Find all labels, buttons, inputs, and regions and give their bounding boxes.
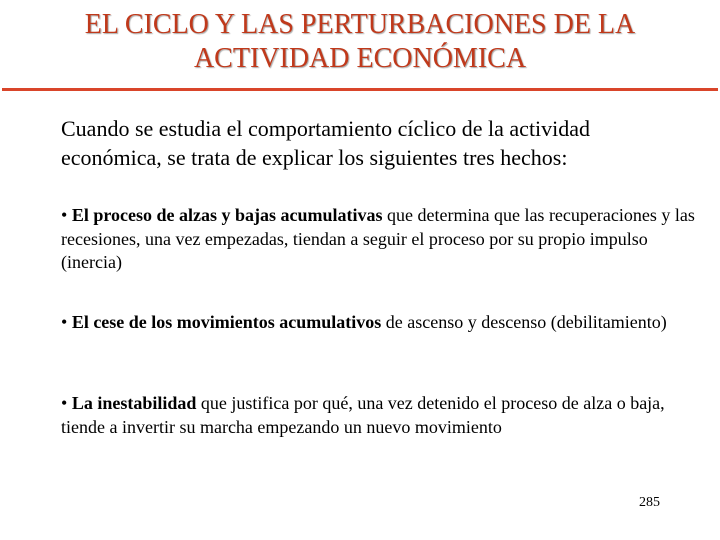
bullet-item-1 bbox=[61, 204, 701, 275]
bullet-1-bold: El proceso de alzas y bajas acumulativas bbox=[71, 205, 383, 225]
bullet-2-text: de ascenso y descenso (debilitamiento) bbox=[381, 312, 667, 332]
bullet-1-text: que determina que las recuperaciones y las recesiones, una vez empezadas, tiendan a seguir el proceso por su propio impulso (inercia) bbox=[61, 205, 695, 272]
bullet-3-text: que justifica por qué, una vez detenido el proceso de alza o baja, tiende a invertir su marcha empezando un nuevo movimiento bbox=[61, 393, 665, 437]
bullet-marker: • bbox=[61, 205, 68, 225]
slide-title bbox=[0, 8, 720, 76]
bullet-marker: • bbox=[61, 312, 68, 332]
title-line-2: ACTIVIDAD ECONÓMICA bbox=[193, 43, 527, 74]
intro-paragraph: Cuando se estudia el comportamiento cíclico de la actividad económica, se trata de explicar los siguientes tres hechos: bbox=[61, 116, 591, 170]
bullet-3-bold: La inestabilidad bbox=[71, 393, 197, 413]
title-line-1: EL CICLO Y LAS PERTURBACIONES DE LA bbox=[84, 9, 636, 40]
bullet-item-3 bbox=[61, 392, 701, 439]
title-divider bbox=[2, 88, 718, 91]
bullet-marker: • bbox=[61, 393, 68, 413]
bullet-item-2 bbox=[61, 311, 701, 335]
bullet-2-bold: El cese de los movimientos acumulativos bbox=[71, 312, 382, 332]
page-number: 285 bbox=[639, 495, 660, 510]
